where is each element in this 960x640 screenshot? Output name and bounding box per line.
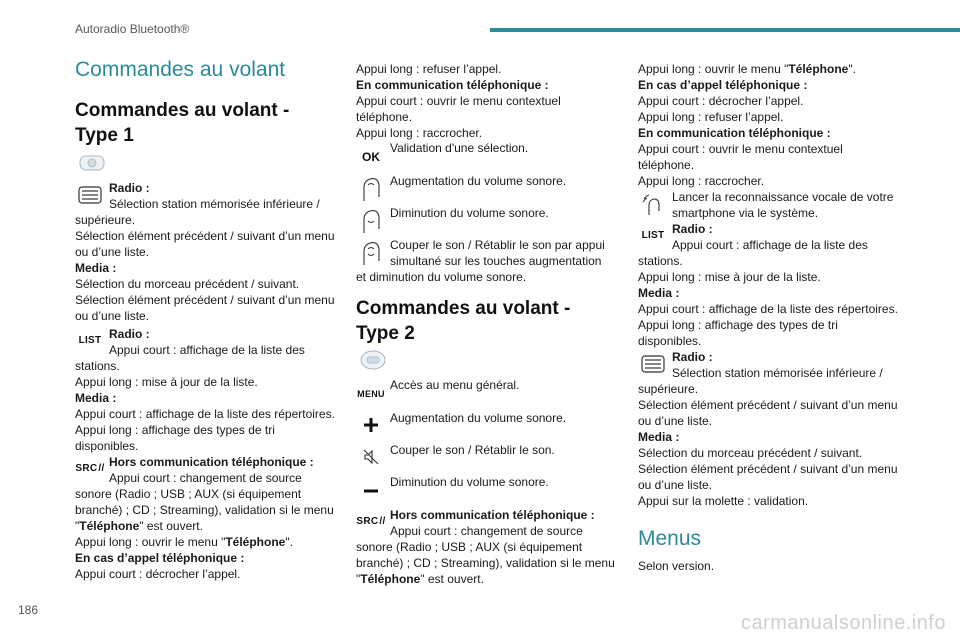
in-call-line: téléphone. bbox=[356, 110, 413, 124]
src-telephone-line: "Téléphone" est ouvert. bbox=[75, 519, 203, 533]
list-block-type1 bbox=[75, 326, 345, 454]
mute-text: simultané sur les touches augmentation bbox=[390, 254, 602, 268]
scroll-media-line: Sélection du morceau précédent / suivant. bbox=[638, 446, 863, 460]
scroll-radio-first: Sélection station mémorisée inférieure / bbox=[672, 366, 883, 380]
version-text: Selon version. bbox=[638, 559, 715, 573]
in-call-line: Appui court : ouvrir le menu contextuel bbox=[638, 142, 843, 156]
src-long-press-line: Appui long : ouvrir le menu "Téléphone". bbox=[75, 535, 293, 549]
src-line: branché) ; CD ; Streaming), validation si le menu bbox=[75, 503, 334, 517]
scroll-radio-line: Sélection élément précédent / suivant d’un menu bbox=[75, 229, 335, 243]
mute2-block bbox=[356, 442, 626, 458]
voice-text: Lancer la reconnaissance vocale de votre bbox=[672, 190, 894, 204]
minus-icon bbox=[356, 482, 386, 500]
header-title: Autoradio Bluetooth® bbox=[75, 22, 190, 36]
hand-button-icon bbox=[356, 239, 386, 267]
list-radio-first: Appui court : affichage de la liste des bbox=[109, 343, 305, 357]
scroll-radio-title: Radio : bbox=[672, 350, 713, 364]
volume-down-block bbox=[356, 205, 626, 221]
phone-block-type2 bbox=[638, 61, 908, 189]
src-first: Appui court : changement de source bbox=[390, 524, 583, 538]
in-call-line: téléphone. bbox=[638, 158, 695, 172]
list-radio-line: stations. bbox=[75, 359, 120, 373]
call-title: En cas d’appel téléphonique : bbox=[638, 78, 808, 92]
scroll-wheel-block-type2 bbox=[638, 349, 908, 509]
scroll-wheel-icon bbox=[75, 186, 105, 204]
list-media-line: Appui court : affichage de la liste des répertoires. bbox=[638, 302, 898, 316]
menu-block bbox=[356, 377, 626, 399]
scroll-media-line: ou d’une liste. bbox=[638, 478, 713, 492]
list-radio-line: Appui long : mise à jour de la liste. bbox=[75, 375, 258, 389]
scroll-media-line: Sélection élément précédent / suivant d’un menu bbox=[75, 293, 335, 307]
scroll-media-line: ou d’une liste. bbox=[75, 309, 150, 323]
scroll-wheel-block-type1 bbox=[75, 180, 345, 324]
long-press-line: Appui long : ouvrir le menu "Téléphone". bbox=[638, 62, 856, 76]
list-icon: LIST bbox=[641, 230, 665, 241]
minus-text: Diminution du volume sonore. bbox=[390, 475, 549, 489]
scroll-media-line: Sélection du morceau précédent / suivant. bbox=[75, 277, 300, 291]
reject-call-line: Appui long : refuser l’appel. bbox=[356, 62, 502, 76]
minus-block bbox=[356, 474, 626, 490]
volume-up-text: Augmentation du volume sonore. bbox=[390, 174, 567, 188]
src-telephone-line: "Téléphone" est ouvert. bbox=[356, 572, 484, 586]
section-title-menus: Menus bbox=[638, 527, 702, 550]
menu-text: Accès au menu général. bbox=[390, 378, 520, 392]
voice-block bbox=[638, 189, 908, 221]
src-call-line: Appui court : décrocher l’appel. bbox=[75, 567, 241, 581]
list-media-line: Appui long : affichage des types de tri bbox=[638, 318, 838, 332]
src-line: sonore (Radio ; USB ; AUX (si équipement bbox=[356, 540, 583, 554]
src-call-title: En cas d’appel téléphonique : bbox=[75, 551, 245, 565]
list-media-line: disponibles. bbox=[75, 439, 139, 453]
call-line: Appui long : refuser l’appel. bbox=[638, 110, 784, 124]
volume-down-text: Diminution du volume sonore. bbox=[390, 206, 549, 220]
subsection-title-type1: Commandes au volant - Type 1 bbox=[75, 100, 290, 146]
scroll-radio-line: ou d’une liste. bbox=[75, 245, 150, 259]
src-title: Hors communication téléphonique : bbox=[109, 455, 314, 469]
voice-text: smartphone via le système. bbox=[672, 206, 819, 220]
in-call-title: En communication téléphonique : bbox=[638, 126, 831, 140]
steering-wheel-2-icon bbox=[356, 348, 390, 372]
voice-icon bbox=[638, 193, 668, 217]
phone-continuation-block bbox=[356, 61, 626, 141]
ok-icon: OK bbox=[362, 150, 380, 164]
scroll-media-line: Appui sur la molette : validation. bbox=[638, 494, 809, 508]
watermark: carmanualsonline.info bbox=[740, 612, 946, 634]
scroll-radio-line: Sélection élément précédent / suivant d’un menu bbox=[638, 398, 898, 412]
plus-text: Augmentation du volume sonore. bbox=[390, 411, 567, 425]
list-radio-title: Radio : bbox=[109, 327, 150, 341]
header-accent-bar bbox=[490, 28, 960, 32]
ok-text: Validation d'une sélection. bbox=[390, 141, 529, 155]
subsection-title-type2: Commandes au volant - Type 2 bbox=[356, 298, 571, 344]
list-radio-line: stations. bbox=[638, 254, 683, 268]
list-radio-title: Radio : bbox=[672, 222, 713, 236]
scroll-radio-line: ou d’une liste. bbox=[638, 414, 713, 428]
src-title: Hors communication téléphonique : bbox=[390, 508, 595, 522]
scroll-radio-first: Sélection station mémorisée inférieure / bbox=[109, 197, 320, 211]
src-line: branché) ; CD ; Streaming), validation si le menu bbox=[356, 556, 615, 570]
page-number: 186 bbox=[18, 603, 39, 617]
list-media-line: Appui court : affichage de la liste des répertoires. bbox=[75, 407, 335, 421]
mute2-text: Couper le son / Rétablir le son. bbox=[390, 443, 555, 457]
plus-icon bbox=[356, 416, 386, 434]
in-call-line: Appui court : ouvrir le menu contextuel bbox=[356, 94, 561, 108]
src-icon: SRC // bbox=[356, 516, 386, 527]
list-media-line: disponibles. bbox=[638, 334, 702, 348]
src-icon: SRC // bbox=[75, 463, 105, 474]
scroll-media-line: Sélection élément précédent / suivant d’un menu bbox=[638, 462, 898, 476]
list-radio-line: Appui long : mise à jour de la liste. bbox=[638, 270, 821, 284]
call-line: Appui court : décrocher l’appel. bbox=[638, 94, 804, 108]
src-first: Appui court : changement de source bbox=[109, 471, 302, 485]
scroll-media-title: Media : bbox=[638, 430, 680, 444]
mute-text: Couper le son / Rétablir le son par appui bbox=[390, 238, 605, 252]
plus-block bbox=[356, 410, 626, 426]
in-call-title: En communication téléphonique : bbox=[356, 78, 549, 92]
src-line: sonore (Radio ; USB ; AUX (si équipement bbox=[75, 487, 302, 501]
scroll-wheel-icon bbox=[638, 355, 668, 373]
scroll-radio-title: Radio : bbox=[109, 181, 150, 195]
mute-icon bbox=[356, 448, 386, 466]
steering-wheel-icon bbox=[75, 152, 109, 174]
list-media-title: Media : bbox=[638, 286, 680, 300]
list-icon: LIST bbox=[78, 335, 102, 346]
menu-icon: MENU bbox=[357, 389, 385, 399]
mute-text: et diminution du volume sonore. bbox=[356, 270, 527, 284]
list-media-line: Appui long : affichage des types de tri bbox=[75, 423, 275, 437]
volume-up-block bbox=[356, 173, 626, 189]
src-block-type1 bbox=[75, 454, 345, 582]
ok-block bbox=[356, 140, 626, 164]
hand-button-icon bbox=[356, 207, 386, 235]
hand-button-icon bbox=[356, 175, 386, 203]
in-call-line: Appui long : raccrocher. bbox=[638, 174, 765, 188]
list-media-title: Media : bbox=[75, 391, 117, 405]
scroll-radio-line: supérieure. bbox=[638, 382, 699, 396]
list-block-type2 bbox=[638, 221, 908, 349]
list-radio-first: Appui court : affichage de la liste des bbox=[672, 238, 868, 252]
mute-block bbox=[356, 237, 626, 285]
scroll-radio-line: supérieure. bbox=[75, 213, 136, 227]
section-title-commandes: Commandes au volant bbox=[75, 58, 286, 81]
src-block-type2 bbox=[356, 507, 626, 587]
scroll-media-title: Media : bbox=[75, 261, 117, 275]
in-call-line: Appui long : raccrocher. bbox=[356, 126, 483, 140]
